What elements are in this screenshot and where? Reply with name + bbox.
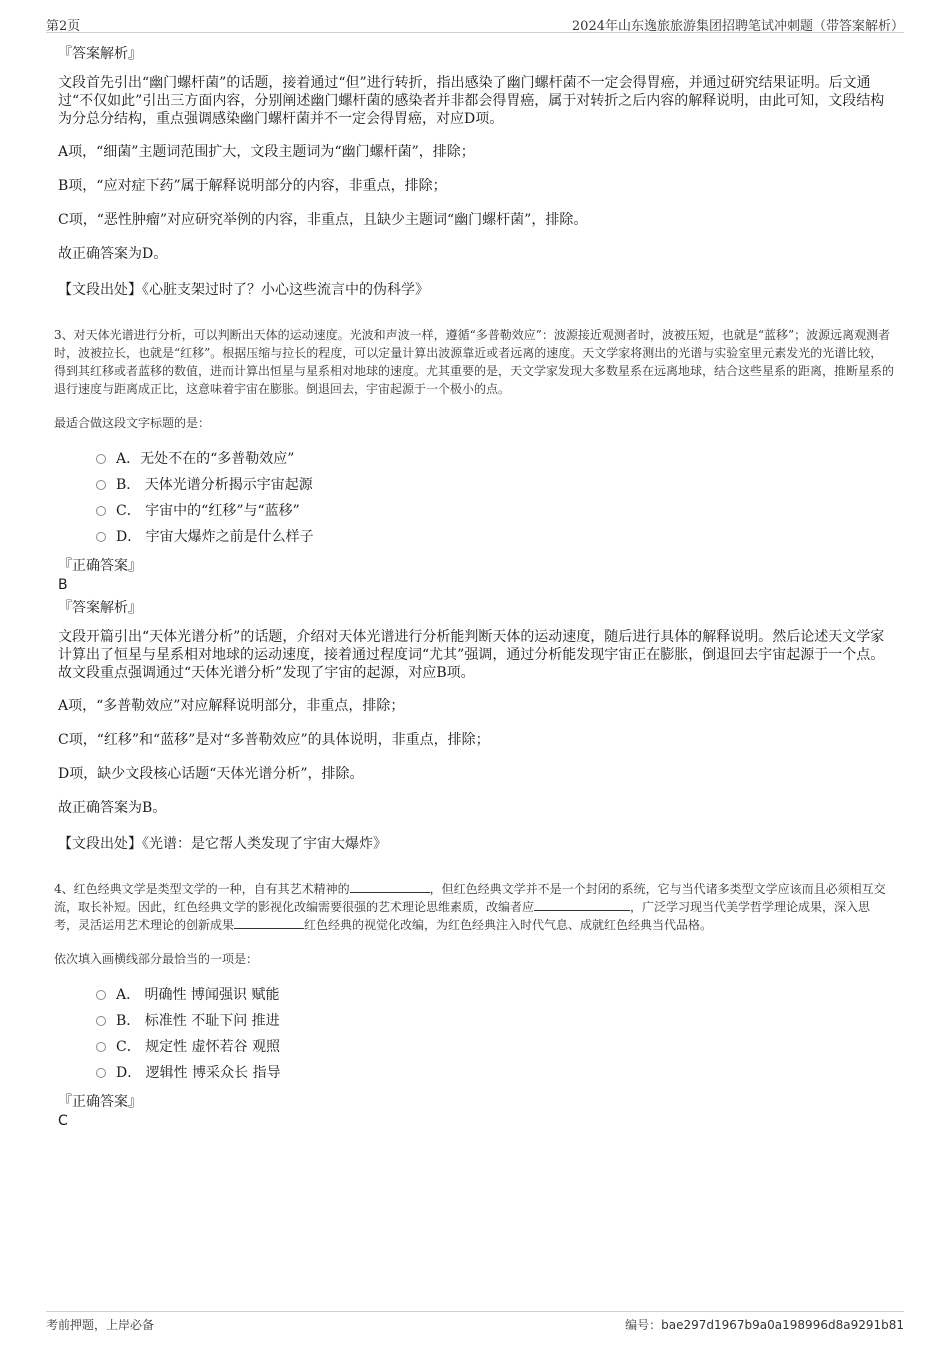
option-c[interactable] [96, 498, 890, 524]
question-prompt: 最适合做这段文字标题的是： [54, 416, 211, 430]
passage-source: 【文段出处】《心脏支架过时了？小心这些流言中的伪科学》 [58, 282, 429, 298]
option-d[interactable] [96, 1060, 890, 1086]
analysis-text: 文段首先引出“幽门螺杆菌”的话题，接着通过“但”进行转折，指出感染了幽门螺杆菌不一定会得胃癌，并通过研究结果证明。后文通过“不仅如此”引出三方面内容，分别阐述幽门螺杆菌的感染者并非都会得胃癌，属于对转折之后内容的解释说明，由此可知，文段结构为分总分结构，重点强调感染幽门螺杆菌并不一定会得胃癌，对应D项。 [58, 75, 885, 127]
stem-part: 4、红色经典文学是类型文学的一种，自有其艺术精神的 [54, 882, 350, 896]
page-number: 第2页 [46, 19, 81, 34]
option-a[interactable] [96, 982, 890, 1008]
correct-answer-label: 『正确答案』 [58, 1094, 142, 1110]
correct-answer: B [58, 577, 68, 593]
question-stem [54, 880, 894, 934]
radio-icon[interactable] [96, 990, 106, 1000]
code-label: 编号： [625, 1318, 662, 1332]
option-label: B． 标准性 不耻下问 推进 [116, 1013, 280, 1029]
option-c[interactable] [96, 1034, 890, 1060]
stem-part: ，广泛学习现当代美学哲学理论成果，深入思考，灵活运用艺术理论的创新成果 [54, 900, 871, 932]
stem-part: 红色经典的视觉化改编，为红色经典注入时代气息、成就红色经典当代品格。 [304, 918, 713, 932]
analysis-line: A项，“多普勒效应”对应解释说明部分，非重点，排除； [58, 698, 405, 714]
option-d[interactable] [96, 524, 890, 550]
analysis-line: D项，缺少文段核心话题“天体光谱分析”，排除。 [58, 766, 364, 782]
fill-blank [350, 880, 430, 893]
option-label: D． 宇宙大爆炸之前是什么样子 [116, 529, 314, 545]
analysis-text: 文段开篇引出“天体光谱分析”的话题，介绍对天体光谱进行分析能判断天体的运动速度，随后进行具体的解释说明。然后论述天文学家计算出了恒星与星系相对地球的运动速度，接着通过程度词“尤其”强调，通过分析能发现宇宙正在膨胀，倒退回去宇宙起源于一个点。故文段重点强调通过“天体光谱分析”发现了宇宙的起源，对应B项。 [58, 629, 885, 681]
option-label: C． 规定性 虚怀若谷 观照 [116, 1039, 281, 1055]
page-header [46, 12, 904, 33]
option-label: A． 明确性 博闻强识 赋能 [116, 987, 280, 1003]
question-3 [54, 326, 895, 854]
correct-answer-label: 『正确答案』 [58, 558, 142, 574]
fill-blank [234, 916, 304, 929]
radio-icon[interactable] [96, 480, 106, 490]
option-label: A．无处不在的“多普勒效应” [116, 451, 295, 467]
question-4 [54, 880, 890, 1130]
option-label: D． 逻辑性 博采众长 指导 [116, 1065, 281, 1081]
radio-icon[interactable] [96, 1042, 106, 1052]
stem-part: ，但红色经典文学并不是一个封闭的系统，它与当代诸多类型文学应该而且必须相互交流，取长补短。因此，红色经典文学的影视化改编需要很强的艺术理论思维素质，改编者应 [54, 882, 886, 914]
page-footer [46, 1311, 904, 1336]
fill-blank [534, 898, 630, 911]
document-code [625, 1316, 904, 1333]
correct-answer: C [58, 1113, 68, 1129]
analysis-line: C项，“恶性肿瘤”对应研究举例的内容，非重点，且缺少主题词“幽门螺杆菌”，排除。 [58, 212, 588, 228]
analysis-line: C项，“红移”和“蓝移”是对“多普勒效应”的具体说明，非重点，排除； [58, 732, 490, 748]
question-2-tail [58, 44, 890, 300]
option-label: B． 天体光谱分析揭示宇宙起源 [116, 477, 313, 493]
radio-icon[interactable] [96, 532, 106, 542]
radio-icon[interactable] [96, 506, 106, 516]
analysis-label: 『答案解析』 [58, 46, 142, 62]
radio-icon[interactable] [96, 1068, 106, 1078]
question-stem: 3、对天体光谱进行分析，可以判断出天体的运动速度。光波和声波一样，遵循“多普勒效应”：波源接近观测者时，波被压短，也就是“蓝移”；波源远离观测者时，波被拉长，也就是“红移”。根据压缩与拉长的程度，可以定量计算出波源靠近或者远离的速度。天文学家将测出的光谱与实验室里元素发光的光谱比较，得到其红移或者蓝移的数值，进而计算出恒星与星系相对地球的速度。尤其重要的是，天文学家发现大多数星系在远离地球，结合这些星系的距离，推断星系的退行速度与距离成正比，这意味着宇宙在膨胀。倒退回去，宇宙起源于一个极小的点。 [54, 328, 895, 396]
analysis-line: A项，“细菌”主题词范围扩大，文段主题词为“幽门螺杆菌”，排除； [58, 144, 475, 160]
radio-icon[interactable] [96, 454, 106, 464]
option-a[interactable] [96, 446, 890, 472]
option-list [96, 982, 890, 1086]
document-content [54, 44, 895, 1130]
radio-icon[interactable] [96, 1016, 106, 1026]
correct-answer-statement: 故正确答案为B。 [58, 800, 167, 816]
option-b[interactable] [96, 1008, 890, 1034]
code-value: bae297d1967b9a0a198996d8a9291b81 [661, 1318, 904, 1332]
passage-source: 【文段出处】《光谱：是它帮人类发现了宇宙大爆炸》 [58, 836, 387, 852]
option-b[interactable] [96, 472, 890, 498]
question-prompt: 依次填入画横线部分最恰当的一项是： [54, 952, 259, 966]
option-list [96, 446, 890, 550]
document-title: 2024年山东逸旅旅游集团招聘笔试冲刺题（带答案解析） [571, 19, 904, 34]
footer-slogan: 考前押题，上岸必备 [46, 1318, 155, 1332]
analysis-label: 『答案解析』 [58, 600, 142, 616]
option-label: C． 宇宙中的“红移”与“蓝移” [116, 503, 300, 519]
analysis-line: B项，“应对症下药”属于解释说明部分的内容，非重点，排除； [58, 178, 447, 194]
correct-answer-statement: 故正确答案为D。 [58, 246, 168, 262]
